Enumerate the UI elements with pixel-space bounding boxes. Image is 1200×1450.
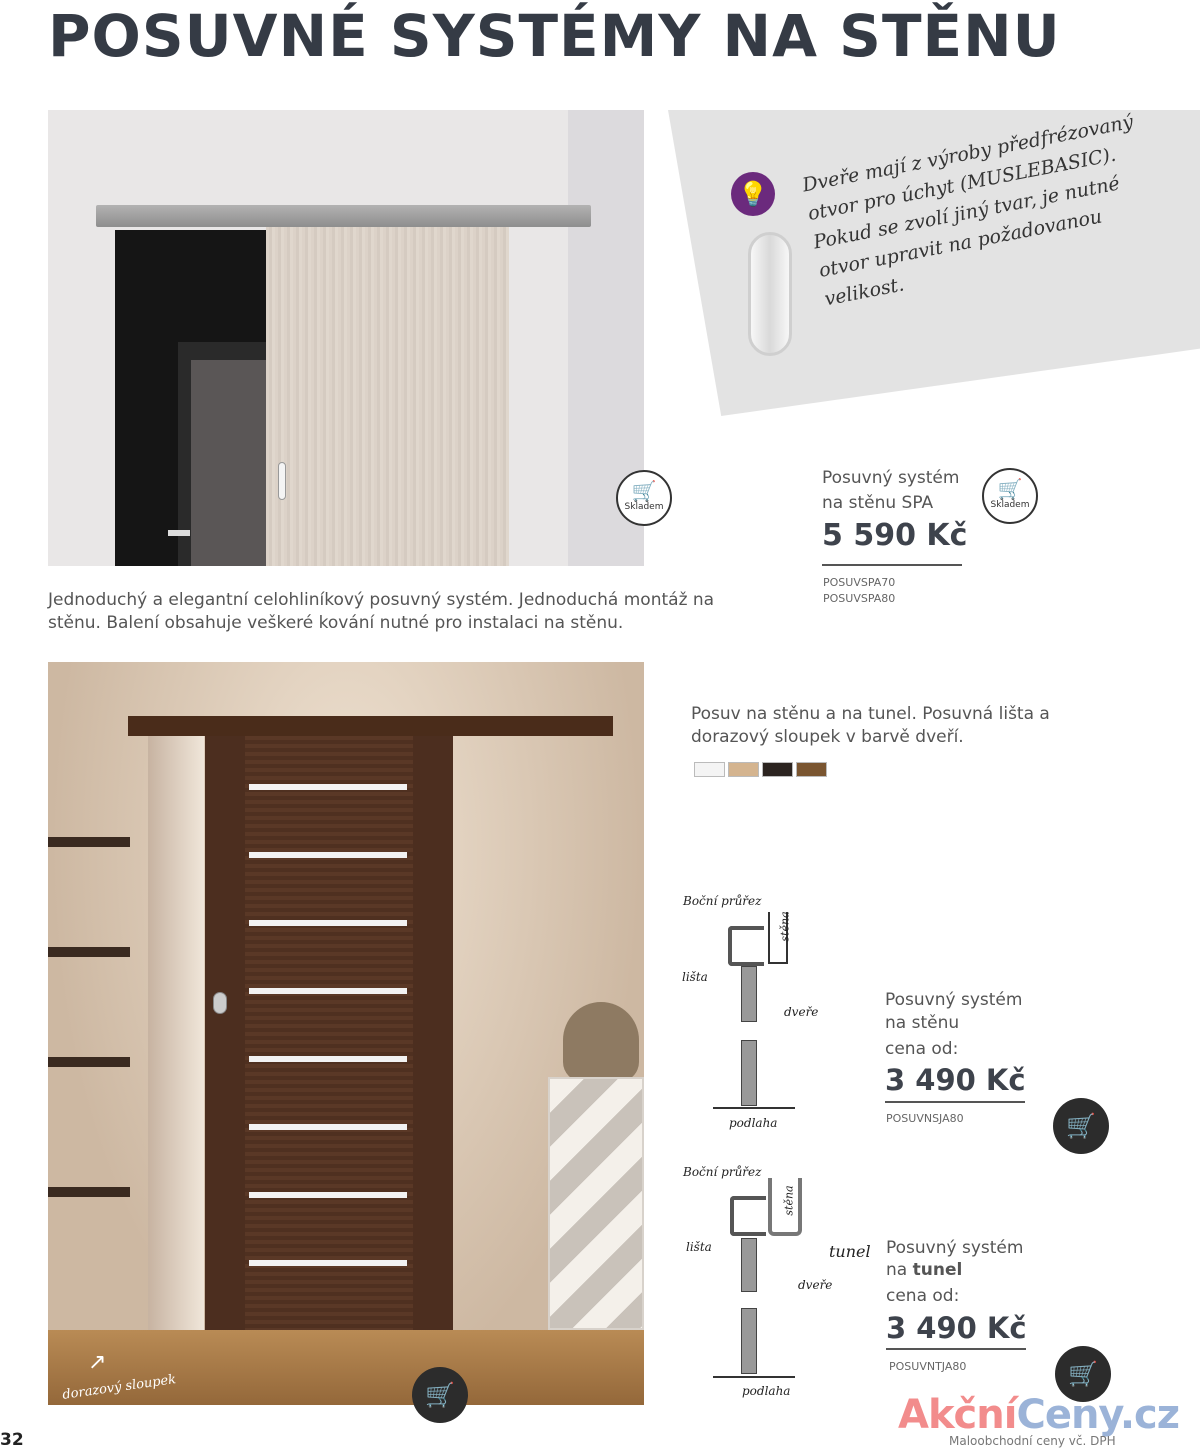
watermark-logo	[898, 1392, 1179, 1438]
product-tunnel-code: POSUVNTJA80	[889, 1360, 967, 1373]
cart-icon: 🛒	[631, 479, 657, 503]
product-tunnel-name-line1: Posuvný systém	[886, 1238, 1024, 1258]
cabinet	[548, 1077, 644, 1330]
product-tunnel-price: 3 490 Kč	[886, 1311, 1027, 1345]
product-spa-name-line1: Posuvný systém	[822, 468, 960, 488]
sliding-door-panel	[266, 227, 509, 566]
stock-label: Skladem	[990, 500, 1030, 510]
diagram2-label-dvere: dveře	[798, 1278, 833, 1292]
sliding-door-panel	[205, 736, 453, 1330]
wall-shelf	[48, 947, 130, 957]
product-wall-code: POSUVNSJA80	[886, 1112, 964, 1125]
glass-stripe	[249, 1056, 407, 1062]
diagram1-label-podlaha: podlaha	[729, 1116, 778, 1130]
glass-stripe	[249, 784, 407, 790]
color-swatch-white	[694, 762, 725, 777]
diagram1-floor	[713, 1107, 795, 1109]
color-swatch-wenge	[762, 762, 793, 777]
product-wall-name-line2: na stěnu	[885, 1013, 960, 1033]
interior-door-photo	[48, 662, 644, 1405]
inner-room	[191, 360, 271, 566]
product-code: POSUVSPA80	[823, 592, 896, 605]
order-cart-badge	[412, 1367, 468, 1423]
product-wall-price: 3 490 Kč	[885, 1063, 1026, 1097]
product-wall-name-line1: Posuvný systém	[885, 990, 1023, 1010]
price-underline	[822, 564, 962, 566]
wooden-rail	[128, 716, 613, 736]
diagram1-label-lista: lišta	[682, 970, 708, 984]
cart-icon: 🛒	[997, 477, 1023, 501]
watermark-part2: Ceny.cz	[1016, 1392, 1180, 1438]
glass-stripe	[249, 1192, 407, 1198]
diagram1-label-dvere: dveře	[784, 1005, 819, 1019]
door-lever	[168, 530, 190, 536]
product-tunnel-name-prefix: na	[886, 1260, 913, 1280]
diagram1-rail	[728, 926, 764, 966]
product-code: POSUVSPA70	[823, 576, 896, 589]
product-tunnel-price-from: cena od:	[886, 1286, 960, 1306]
diagram2-door-bottom	[741, 1308, 757, 1374]
vase	[563, 1002, 639, 1082]
page-title: POSUVNÉ SYSTÉMY NA STĚNU	[48, 2, 1061, 70]
diagram2-title: Boční průřez	[683, 1165, 762, 1179]
watermark-part1: Akční	[898, 1392, 1017, 1438]
door-knob	[213, 992, 227, 1014]
photo-label-sloupek: dorazový sloupek	[61, 1372, 178, 1403]
diagram2-label-lista: lišta	[686, 1240, 712, 1254]
arrow-icon: ↗	[88, 1350, 107, 1375]
tip-text: Dveře mají z výroby předfrézovaný otvor pro úchyt (MUSLEBASIC). Pokud se zvolí jiný tvar, je nutné otvor upravit na požadovanou velikost.	[800, 110, 1135, 311]
diagram2-floor	[713, 1376, 795, 1378]
door-opening	[148, 736, 204, 1330]
page-number: 32	[0, 1430, 24, 1450]
cart-clock-icon: 🛒	[425, 1381, 455, 1409]
stock-badge-spa	[982, 468, 1038, 524]
stock-label: Skladem	[624, 502, 664, 512]
wall-shelf	[48, 1057, 130, 1067]
diagram1-label-stena: stěna	[778, 911, 792, 942]
cart-clock-icon: 🛒	[1068, 1360, 1098, 1388]
spa-door-photo	[48, 110, 644, 566]
recessed-handle-image	[748, 232, 792, 356]
glass-stripe	[249, 988, 407, 994]
wall-shelf	[48, 837, 130, 847]
aluminium-rail	[96, 205, 591, 227]
lightbulb-icon: 💡	[731, 172, 775, 216]
glass-stripe	[249, 852, 407, 858]
price-footnote: Maloobchodní ceny vč. DPH	[949, 1434, 1116, 1448]
diagram1-title: Boční průřez	[683, 894, 762, 908]
price-underline	[885, 1101, 1025, 1103]
product-wall-price-from: cena od:	[885, 1039, 959, 1059]
wall-shelf	[48, 1187, 130, 1197]
spa-description: Jednoduchý a elegantní celohliníkový posuvný systém. Jednoduchá montáž na stěnu. Balení obsahuje veškeré kování nutné pro instalaci na stěnu.	[48, 590, 715, 633]
diagram2-label-tunel: tunel	[829, 1242, 871, 1261]
price-underline	[886, 1348, 1026, 1350]
diagram2-label-stena: stěna	[782, 1185, 796, 1216]
color-swatch-walnut	[796, 762, 827, 777]
product-tunnel-name-line2	[886, 1259, 962, 1282]
order-cart-badge	[1053, 1098, 1109, 1154]
section2-description: Posuv na stěnu a na tunel. Posuvná lišta a dorazový sloupek v barvě dveří.	[691, 704, 1050, 747]
diagram2-door-top	[741, 1238, 757, 1292]
cart-clock-icon: 🛒	[1066, 1112, 1096, 1140]
diagram1-door-top	[741, 966, 757, 1022]
glass-stripe	[249, 920, 407, 926]
glass-stripe	[249, 1124, 407, 1130]
product-spa-name-line2: na stěnu SPA	[822, 493, 934, 513]
diagram1-door-bottom	[741, 1040, 757, 1106]
stock-badge	[616, 470, 672, 526]
glass-stripe	[249, 1260, 407, 1266]
product-spa-price: 5 590 Kč	[822, 518, 968, 553]
color-swatch-oak	[728, 762, 759, 777]
door-pull-handle	[278, 462, 286, 500]
diagram2-label-podlaha: podlaha	[742, 1384, 791, 1398]
diagram2-rail	[730, 1196, 766, 1236]
product-spa-name	[822, 466, 992, 516]
product-tunnel-name-bold: tunel	[912, 1260, 963, 1280]
floor	[48, 1330, 644, 1405]
